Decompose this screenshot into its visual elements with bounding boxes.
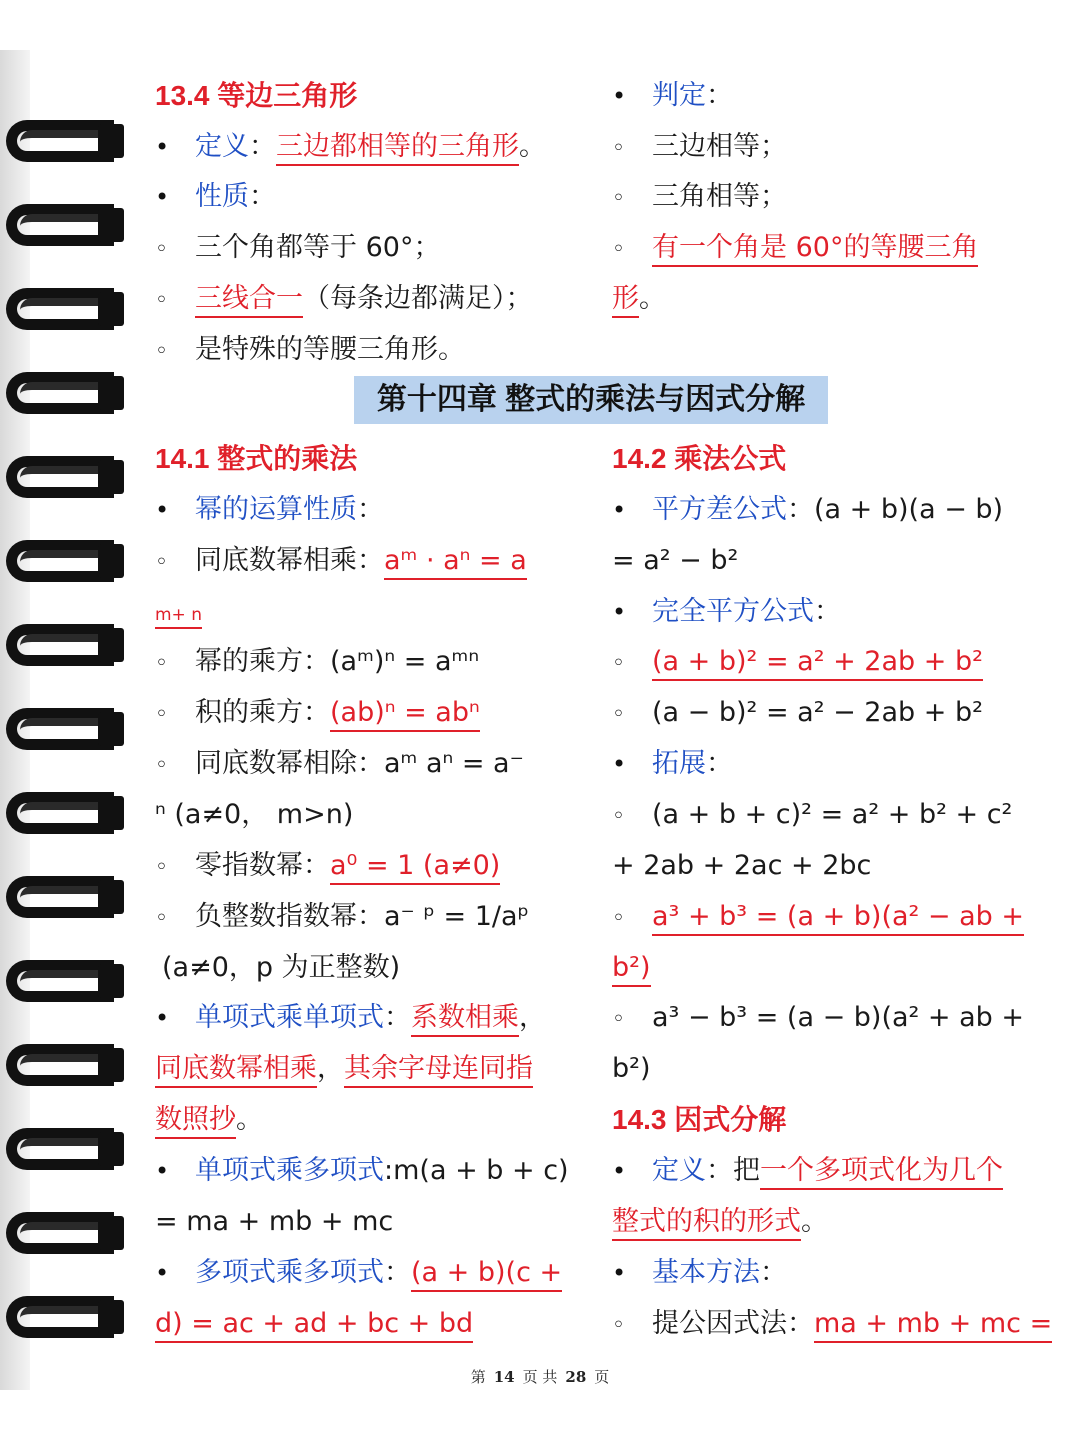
page-footer: 第 14 页 共 28 页 <box>470 1368 610 1386</box>
power-rule: ◦ 积的乘方：(ab)ⁿ = abⁿ <box>155 693 480 735</box>
section-heading-14-1: 14.1 整式的乘法 <box>155 443 358 474</box>
judgement-sub-item-cont: 形。 <box>612 279 666 319</box>
power-rule-cont: (a≠0，p 为正整数) <box>162 952 401 983</box>
extension-sub: ◦ a³ + b³ = (a + b)(a² − ab + <box>612 897 1024 939</box>
binding-ring <box>6 958 124 1004</box>
power-rule-cont: ⁿ (a≠0， m>n) <box>155 799 354 830</box>
extension-sub-cont: b²) <box>612 1053 651 1084</box>
difference-of-squares-cont: = a² − b² <box>612 545 739 576</box>
power-rule: ◦ 同底数幂相除：aᵐ aⁿ = a⁻ <box>155 748 524 779</box>
factorization-definition-cont: 整式的积的形式。 <box>612 1202 828 1242</box>
property-sub-item: ◦ 三线合一（每条边都满足）； <box>155 279 533 321</box>
power-rules-item: • 幂的运算性质： <box>155 494 384 525</box>
bullet: • <box>155 183 170 211</box>
binding-ring <box>6 1042 124 1088</box>
power-rule-cont: m+ n <box>155 592 202 635</box>
extension-sub-cont: b²) <box>612 948 651 988</box>
monomial-times-polynomial: • 单项式乘多项式:m(a + b + c) <box>155 1155 569 1186</box>
section-heading-13-4: 13.4 等边三角形 <box>155 80 358 111</box>
basic-methods-item: • 基本方法： <box>612 1257 787 1288</box>
binding-ring <box>6 706 124 752</box>
monomial-times-monomial-cont: 同底数幂相乘，其余字母连同指 <box>155 1049 533 1089</box>
definition-item: • 定义：三边都相等的三角形。 <box>155 127 546 167</box>
polynomial-times-polynomial-cont: d) = ac + ad + bc + bd <box>155 1304 473 1344</box>
binding-ring <box>6 286 124 332</box>
property-sub-item: ◦ 三个角都等于 60°； <box>155 232 441 263</box>
power-rule: ◦ 同底数幂相乘：aᵐ · aⁿ = a <box>155 541 527 583</box>
factorization-definition: • 定义：把一个多项式化为几个 <box>612 1151 1003 1191</box>
monomial-times-monomial-cont: 数照抄。 <box>155 1100 263 1140</box>
property-sub-item: ◦ 是特殊的等腰三角形。 <box>155 334 465 365</box>
extension-sub: ◦ a³ − b³ = (a − b)(a² + ab + <box>612 1002 1025 1033</box>
judgement-item: • 判定： <box>612 80 733 111</box>
section-heading-14-3: 14.3 因式分解 <box>612 1104 787 1135</box>
extension-sub: ◦ (a + b + c)² = a² + b² + c² <box>612 799 1013 830</box>
judgement-sub-item: ◦ 三边相等； <box>612 131 787 162</box>
spiral-binding <box>0 50 140 1390</box>
binding-ring <box>6 370 124 416</box>
binding-ring <box>6 1294 124 1340</box>
power-rule: ◦ 幂的乘方：(aᵐ)ⁿ = aᵐⁿ <box>155 646 480 677</box>
binding-ring <box>6 454 124 500</box>
binding-ring <box>6 1126 124 1172</box>
judgement-sub-item: ◦ 有一个角是 60°的等腰三角 <box>612 228 978 270</box>
binding-ring <box>6 874 124 920</box>
power-rule: ◦ 负整数指数幂：a⁻ ᵖ = 1/aᵖ <box>155 901 530 932</box>
bullet: • <box>155 133 170 161</box>
chapter-title: 第十四章 整式的乘法与因式分解 <box>354 376 828 424</box>
difference-of-squares: • 平方差公式：(a + b)(a − b) <box>612 494 1004 525</box>
binding-ring <box>6 1210 124 1256</box>
binding-ring <box>6 622 124 668</box>
perfect-square: • 完全平方公式： <box>612 596 841 627</box>
judgement-sub-item: ◦ 三角相等； <box>612 181 787 212</box>
perfect-square-sub: ◦ (a + b)² = a² + 2ab + b² <box>612 642 983 684</box>
extension-sub-cont: + 2ab + 2ac + 2bc <box>612 850 872 881</box>
property-item: • 性质： <box>155 177 276 217</box>
perfect-square-sub: ◦ (a − b)² = a² − 2ab + b² <box>612 697 983 728</box>
power-rule: ◦ 零指数幂：a⁰ = 1 (a≠0) <box>155 846 500 888</box>
basic-method-sub: ◦ 提公因式法：ma + mb + mc = <box>612 1304 1052 1346</box>
binding-ring <box>6 202 124 248</box>
binding-ring <box>6 118 124 164</box>
polynomial-times-polynomial: • 多项式乘多项式：(a + b)(c + <box>155 1253 562 1293</box>
monomial-times-polynomial-cont: = ma + mb + mc <box>155 1206 394 1237</box>
monomial-times-monomial: • 单项式乘单项式：系数相乘， <box>155 998 546 1038</box>
section-heading-14-2: 14.2 乘法公式 <box>612 443 787 474</box>
binding-ring <box>6 790 124 836</box>
binding-ring <box>6 538 124 584</box>
extension-item: • 拓展： <box>612 748 733 779</box>
